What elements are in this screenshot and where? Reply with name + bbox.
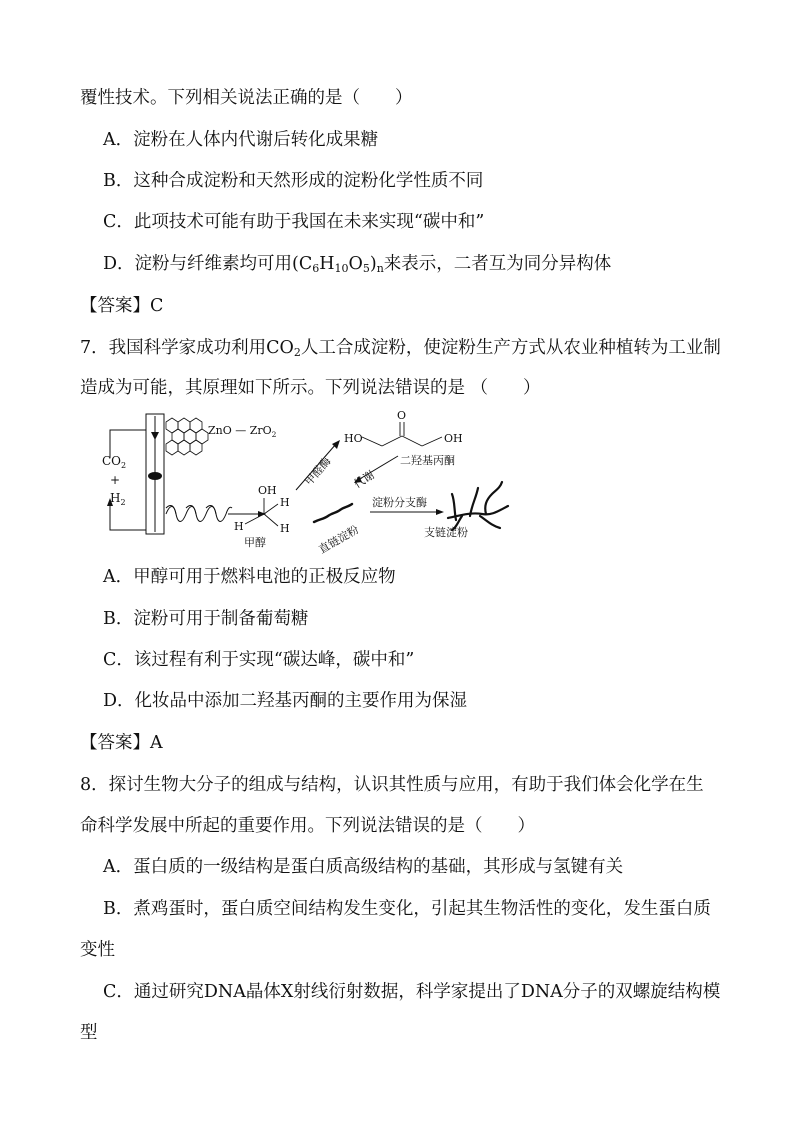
linear-starch-label: 直链淀粉 xyxy=(316,523,362,556)
q7-stem-sub: 2 xyxy=(293,346,301,359)
q8-option-c-line1: C．通过研究DNA晶体X射线衍射数据，科学家提出了DNA分子的双螺旋结构模 xyxy=(103,982,721,1002)
reactor-loop-return xyxy=(110,504,150,530)
q6-option-d-sub3: 5 xyxy=(362,262,370,275)
svg-text:H: H xyxy=(280,496,290,509)
q8-option-b-line1: B．煮鸡蛋时，蛋白质空间结构发生变化，引起其生物活性的变化，发生蛋白质 xyxy=(103,899,711,919)
dha-label: 二羟基丙酮 xyxy=(400,454,455,467)
q6-option-d-sub2: 10 xyxy=(334,262,349,275)
q7-option-d: D．化妆品中添加二羟基丙酮的主要作用为保湿 xyxy=(103,691,468,711)
svg-text:H: H xyxy=(234,520,244,533)
methanol-structure xyxy=(234,484,290,535)
reactor-catalyst-bed xyxy=(148,472,162,480)
catalyst-label: ZnO — ZrO$_2$ xyxy=(208,424,277,439)
q7-option-a: A．甲醇可用于燃料电池的正极反应物 xyxy=(103,567,396,587)
svg-text:O: O xyxy=(397,409,407,422)
q6-answer: 【答案】C xyxy=(80,296,164,316)
q8-option-a: A．蛋白质的一级结构是蛋白质高级结构的基础，其形成与氢键有关 xyxy=(103,857,624,877)
q6-stem-tail: 覆性技术。下列相关说法正确的是（ ） xyxy=(80,88,413,108)
q7-stem-line2: 造成为可能，其原理如下所示。下列说法错误的是 （ ） xyxy=(80,378,541,398)
q6-option-a: A．淀粉在人体内代谢后转化成果糖 xyxy=(103,130,379,150)
q7-stem-line1 xyxy=(80,336,721,360)
q7-stem-post: 人工合成淀粉，使淀粉生产方式从农业种植转为工业制 xyxy=(300,338,721,358)
svg-text:OH: OH xyxy=(258,484,277,497)
q6-option-d-sub1: 6 xyxy=(312,262,320,275)
q8-option-c-line2: 型 xyxy=(80,1023,98,1043)
svg-text:OH: OH xyxy=(444,432,463,445)
q8-stem-line2: 命科学发展中所起的重要作用。下列说法错误的是（ ） xyxy=(80,816,535,836)
q6-option-d-pre: D．淀粉与纤维素均可用(C xyxy=(103,254,313,274)
formolase-label: 甲醛酶 xyxy=(302,454,334,489)
q6-option-d-o: O xyxy=(348,254,363,274)
spiral-coil-icon xyxy=(166,506,232,522)
starch-synthesis-diagram xyxy=(100,408,540,556)
q8-option-b-line2: 变性 xyxy=(80,940,115,960)
dha-structure xyxy=(344,409,463,446)
branched-starch-label: 支链淀粉 xyxy=(424,526,468,539)
q7-option-c: C．该过程有利于实现“碳达峰，碳中和” xyxy=(103,650,415,670)
metabolism-label: 代谢 xyxy=(351,468,377,491)
q6-option-d-post: 来表示，二者互为同分异构体 xyxy=(383,254,612,274)
q6-option-c: C．此项技术可能有助于我国在未来实现“碳中和” xyxy=(103,212,485,232)
linear-starch-icon xyxy=(314,504,352,522)
branched-starch-icon xyxy=(448,482,508,530)
q6-option-d-h: H xyxy=(319,254,335,274)
q6-option-d-sub4: n xyxy=(376,262,384,275)
arrow-branching-head xyxy=(436,509,444,515)
q7-answer: 【答案】A xyxy=(80,733,163,753)
q6-option-d xyxy=(103,252,611,276)
q6-option-d-paren: ) xyxy=(369,254,377,274)
q7-option-b: B．淀粉可用于制备葡萄糖 xyxy=(103,609,309,629)
h2-label: $H_2$ xyxy=(110,491,126,507)
q8-stem-line1: 8．探讨生物大分子的组成与结构，认识其性质与应用，有助于我们体会化学在生 xyxy=(80,775,704,795)
svg-text:HO: HO xyxy=(344,432,363,445)
catalyst-lattice-icon xyxy=(166,418,208,455)
q6-option-b: B．这种合成淀粉和天然形成的淀粉化学性质不同 xyxy=(103,171,484,191)
plus-label: + xyxy=(110,473,121,487)
co2-label: $CO_2$ xyxy=(102,454,127,470)
branching-enzyme-label: 淀粉分支酶 xyxy=(372,496,427,509)
methanol-label: 甲醇 xyxy=(244,536,266,549)
q7-stem-pre: 7．我国科学家成功利用CO xyxy=(80,338,294,358)
svg-text:H: H xyxy=(280,522,290,535)
